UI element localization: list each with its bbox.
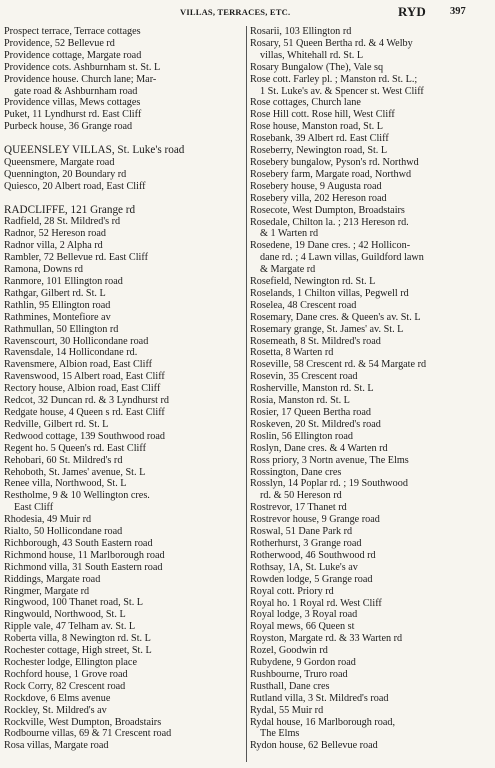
directory-entry: Rosier, 17 Queen Bertha road [250,407,371,418]
page-header [0,4,495,22]
directory-entry: Redwood cottage, 139 Southwood road [4,430,165,442]
directory-entry: Royal cott. Priory rd [250,585,334,597]
section-heading-entry: QUEENSLEY VILLAS, St. Luke's road [4,144,185,157]
directory-entry: Rutland villa, 3 St. Mildred's road [250,692,389,704]
directory-entry: Ravensmere, Albion road, East Cliff [4,359,153,371]
right-column [250,26,492,752]
directory-entry: Rosary Bungalow (The), Vale sq [250,61,384,73]
entry-continuation: dane rd. ; 4 Lawn villas, Guildford lawn [260,252,424,264]
section-heading-entry: RADCLIFFE, 121 Grange rd [4,203,136,216]
directory-entry: Roseville, 58 Crescent rd. & 54 Margate rd [250,359,427,371]
directory-entry: Rydal house, 16 Marlborough road, [250,716,396,728]
entry-continuation: & Margate rd [260,264,316,276]
directory-entry: Roselands, 1 Chilton villas, Pegwell rd [250,287,409,299]
directory-entry: Roseberry, Newington road, St. L [250,145,388,157]
directory-entry: Rosa villas, Margate road [4,740,109,752]
entry-continuation: & 1 Warten rd [260,228,319,240]
directory-entry: Rathmullan, 50 Ellington rd [4,323,119,335]
directory-entry: Restholme, 9 & 10 Wellington cres. [4,490,150,502]
directory-entry: Ranmore, 101 Ellington road [4,276,123,287]
directory-entry: Rockdove, 6 Elms avenue [4,692,111,704]
directory-entry: Rosia, Manston rd. St. L [250,395,350,407]
directory-entry: Rochester cottage, High street, St. L [4,645,152,657]
directory-entry: Rostrevor house, 9 Grange road [250,514,380,526]
guide-word: RYD [398,4,426,19]
directory-entry: Radfield, 28 St. Mildred's rd [4,216,121,228]
directory-entry: Rosebank, 39 Albert rd. East Cliff [250,133,389,145]
directory-entry: Rose cott. Farley pl. ; Manston rd. St. L.; [250,73,418,85]
directory-entry: Rushbourne, Truro road [250,668,348,680]
directory-entry: Rubydene, 9 Gordon road [250,657,356,669]
directory-entry: Rectory house, Albion road, East Cliff [4,383,161,395]
directory-entry: Rosebery farm, Margate road, Northwd [250,168,412,180]
directory-entry: Roberta villa, 8 Newington rd. St. L [4,633,151,645]
directory-entry: Rose Hill cott. Rose hill, West Cliff [250,109,395,121]
directory-entry: Roskeven, 20 St. Mildred's road [250,418,381,430]
directory-entry: Rochester lodge, Ellington place [4,657,137,668]
directory-entry: Rehoboth, St. James' avenue, St. L [4,466,146,478]
directory-entry: Providence, 52 Bellevue rd [4,37,115,49]
directory-entry: Rosary, 51 Queen Bertha rd. & 4 Welby [250,37,413,49]
directory-entry: Rosefield, Newington rd. St. L [250,276,376,288]
directory-entry: Rosherville, Manston rd. St. L [250,383,374,395]
directory-entry: Royston, Margate rd. & 33 Warten rd [250,633,403,645]
directory-entry: Radnor, 52 Hereson road [4,228,107,240]
entry-continuation: The Elms [260,728,300,740]
directory-entry: Richmond villa, 31 South Eastern road [4,561,163,573]
directory-entry: Providence cots. Ashburnham st. St. L [4,61,161,73]
directory-entry: Rosedene, 19 Dane cres. ; 42 Hollicon- [250,240,411,252]
directory-entry: Richmond house, 11 Marlborough road [4,549,165,561]
directory-entry: Rialto, 50 Hollicondane road [4,526,123,538]
directory-entry: Rosarii, 103 Ellington rd [250,26,352,37]
directory-entry: Rockley, St. Mildred's av [4,704,107,716]
directory-entry: Redgate house, 4 Queen s rd. East Cliff [4,406,165,418]
directory-entry: Renee villa, Northwood, St. L [4,478,127,490]
directory-entry: Purbeck house, 36 Grange road [4,121,133,133]
directory-entry: Roslyn, Dane cres. & 4 Warten rd [250,442,388,454]
directory-entry: Rotherwood, 46 Southwood rd [250,549,376,561]
directory-entry: Rathgar, Gilbert rd. St. L [4,287,106,299]
directory-entry: Rosemary, Dane cres. & Queen's av. St. L [250,311,421,323]
directory-entry: Ringwood, 100 Thanet road, St. L [4,597,144,609]
directory-entry: Radnor villa, 2 Alpha rd [4,240,103,252]
column-divider [246,26,247,762]
directory-entry: Royal mews, 66 Queen st [250,621,355,633]
directory-entry: Roselea, 48 Crescent road [250,299,357,311]
directory-entry: Rostrevor, 17 Thanet rd [250,502,347,514]
directory-entry: Rosetta, 8 Warten rd [250,347,334,359]
entry-continuation: East Cliff [14,502,54,514]
directory-entry: Quiesco, 20 Albert road, East Cliff [4,180,146,192]
directory-entry: Roswal, 51 Dane Park rd [250,526,353,538]
directory-entry: Rosevin, 35 Crescent road [250,371,358,383]
directory-entry: Rosecote, West Dumpton, Broadstairs [250,204,405,216]
directory-entry: Rydon house, 62 Bellevue road [250,740,378,752]
directory-entry: Rhodesia, 49 Muir rd [4,514,92,526]
directory-entry: Riddings, Margate road [4,573,101,585]
directory-entry: Providence house. Church lane; Mar- [4,73,157,85]
directory-entry: Rozel, Goodwin rd [250,645,328,657]
directory-entry: Rosedale, Chilton la. ; 213 Hereson rd. [250,216,409,228]
directory-entry: Rossington, Dane cres [250,466,342,478]
directory-entry: Ringmer, Margate rd [4,585,90,597]
directory-entry: Rambler, 72 Bellevue rd. East Cliff [4,252,148,264]
directory-entry: Rosebery villa, 202 Hereson road [250,192,387,204]
directory-entry: Rockville, West Dumpton, Broadstairs [4,716,162,728]
directory-entry: Ramona, Downs rd [4,264,83,276]
directory-entry: Queensmere, Margate road [4,156,115,168]
directory-entry: Quennington, 20 Boundary rd [4,168,127,180]
directory-entry: Regent ho. 5 Queen's rd. East Cliff [4,442,146,454]
directory-entry: Rowden lodge, 5 Grange road [250,573,373,585]
directory-entry: Rydal, 55 Muir rd [250,704,324,716]
directory-entry: Rehobari, 60 St. Mildred's rd [4,454,123,466]
directory-entry: Redcot, 32 Duncan rd. & 3 Lyndhurst rd [4,395,169,407]
directory-entry: Ravenscourt, 30 Hollicondane road [4,335,149,347]
directory-entry: Rosebery bungalow, Pyson's rd. Northwd [250,156,419,168]
directory-entry: Rodbourne villas, 69 & 71 Crescent road [4,728,172,740]
directory-entry: Ringwould, Northwood, St. L [4,609,126,621]
directory-entry: Ravenswood, 15 Albert road, East Cliff [4,371,165,383]
directory-entry: Rosebery house, 9 Augusta road [250,180,382,192]
left-column [4,26,244,752]
entry-continuation: 1 St. Luke's av. & Spencer st. West Cliff [260,85,424,97]
directory-entry: Rochford house, 1 Grove road [4,668,128,680]
entry-continuation: villas, Whitehall rd. St. L [260,49,364,61]
entry-continuation: rd. & 50 Hereson rd [260,490,342,502]
directory-entry: Providence cottage, Margate road [4,49,142,61]
directory-entry: Providence villas, Mews cottages [4,97,141,109]
directory-entry: Rose cottages, Church lane [250,97,361,109]
page-number: 397 [450,6,466,17]
directory-entry: Puket, 11 Lyndhurst rd. East Cliff [4,109,142,121]
directory-entry: Royal lodge, 3 Royal road [250,609,358,621]
directory-entry: Rosemeath, 8 St. Mildred's road [250,335,381,347]
directory-entry: Rosslyn, 14 Poplar rd. ; 19 Southwood [250,478,408,490]
directory-entry: Richborough, 43 South Eastern road [4,537,153,549]
directory-entry: Rotherhurst, 3 Grange road [250,537,362,549]
directory-entry: Rusthall, Dane cres [250,680,330,692]
directory-entry: Roslin, 56 Ellington road [250,430,354,442]
directory-entry: Ripple vale, 47 Telham av. St. L [4,621,136,633]
directory-entry: Rock Corry, 82 Crescent road [4,680,126,692]
directory-entry: Rathlin, 95 Ellington road [4,299,111,311]
directory-entry: Ravensdale, 14 Hollicondane rd. [4,347,138,359]
entry-continuation: gate road & Ashburnham road [14,85,138,97]
directory-entry: Rathmines, Montefiore av [4,311,111,323]
directory-entry: Prospect terrace, Terrace cottages [4,26,141,37]
directory-entry: Ross priory, 3 Nortn avenue, The Elms [250,454,409,466]
section-gap [4,193,244,205]
running-head: VILLAS, TERRACES, ETC. [180,7,291,17]
directory-entry: Rothsay, 1A, St. Luke's av [250,561,358,573]
directory-entry: Rosemary grange, St. James' av. St. L [250,323,404,335]
directory-entry: Rose house, Manston road, St. L [250,121,383,133]
directory-entry: Redville, Gilbert rd. St. L [4,418,109,430]
directory-entry: Royal ho. 1 Royal rd. West Cliff [250,597,382,609]
